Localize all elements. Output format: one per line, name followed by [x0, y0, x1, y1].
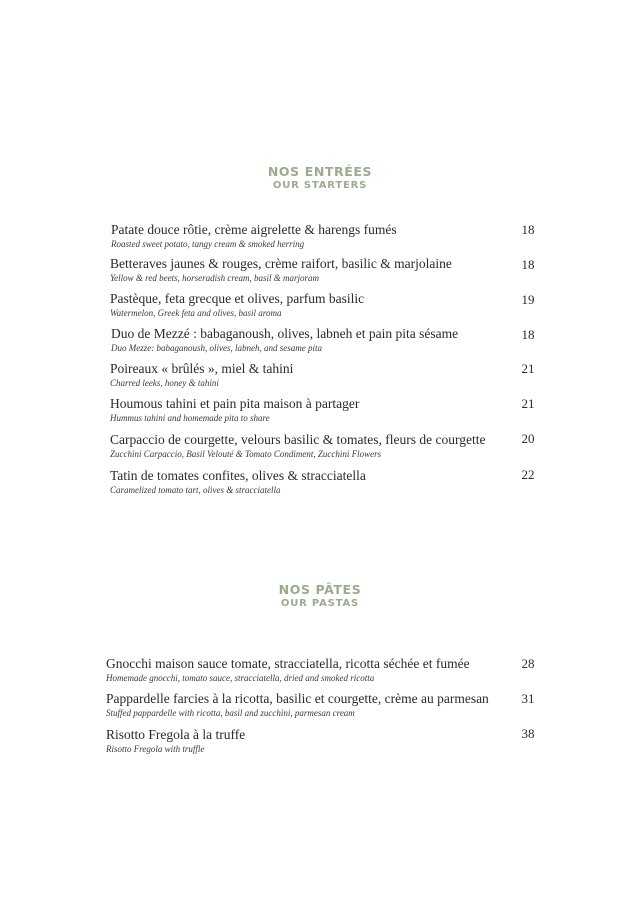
dish-name: Pappardelle farcies à la ricotta, basilic et courgette, crème au parmesan — [106, 691, 489, 706]
section-title-fr: NOS PÂTES — [278, 582, 362, 597]
dish-name: Poireaux « brûlés », miel & tahini — [110, 361, 294, 376]
dish-description: Risotto Fregola with truffle — [106, 744, 205, 754]
dish-description: Yellow & red beets, horseradish cream, basil & marjoram — [110, 273, 320, 283]
dish-price: 21 — [521, 396, 535, 411]
menu-item — [106, 656, 546, 684]
dish-description: Zucchini Carpaccio, Basil Velouté & Tomato Condiment, Zucchini Flowers — [110, 449, 382, 459]
dish-name: Carpaccio de courgette, velours basilic & tomates, fleurs de courgette — [110, 432, 486, 447]
dish-price: 38 — [521, 726, 535, 741]
dish-description: Hummus tahini and homemade pita to share — [110, 413, 270, 423]
section-title-en: OUR PASTAS — [280, 598, 360, 609]
dish-price: 18 — [521, 222, 535, 237]
dish-price: 31 — [521, 691, 535, 706]
pastas-heading — [0, 583, 640, 610]
dish-description: Roasted sweet potato, tangy cream & smoked herring — [111, 239, 305, 249]
dish-description: Charred leeks, honey & tahini — [110, 378, 219, 388]
menu-item — [110, 468, 550, 496]
menu-item — [111, 222, 551, 250]
dish-name: Betteraves jaunes & rouges, crème raifort, basilic & marjolaine — [110, 256, 452, 271]
dish-name: Houmous tahini et pain pita maison à partager — [110, 396, 360, 411]
dish-description: Watermelon, Greek feta and olives, basil aroma — [110, 308, 282, 318]
starters-heading — [0, 165, 640, 192]
dish-name: Risotto Fregola à la truffe — [106, 727, 246, 742]
menu-item — [106, 727, 546, 755]
dish-price: 19 — [521, 292, 535, 307]
dish-description: Duo Mezze: babaganoush, olives, labneh, and sesame pita — [111, 343, 322, 353]
menu-item — [110, 291, 550, 319]
menu-item — [110, 432, 550, 460]
dish-description: Homemade gnocchi, tomato sauce, stracciatella, dried and smoked ricotta — [106, 673, 375, 683]
dish-name: Pastèque, feta grecque et olives, parfum basilic — [110, 291, 365, 306]
dish-description: Stuffed pappardelle with ricotta, basil and zucchini, parmesan cream — [106, 708, 355, 718]
menu-item — [110, 256, 550, 284]
dish-price: 18 — [521, 327, 535, 342]
dish-price: 28 — [521, 656, 535, 671]
section-title-fr: NOS ENTRÉES — [267, 164, 373, 179]
dish-price: 21 — [521, 361, 535, 376]
dish-price: 20 — [521, 431, 535, 446]
section-title-en: OUR STARTERS — [272, 180, 368, 191]
menu-item — [110, 361, 550, 389]
dish-price: 18 — [521, 257, 535, 272]
dish-name: Duo de Mezzé : babaganoush, olives, labneh et pain pita sésame — [111, 326, 459, 341]
dish-name: Gnocchi maison sauce tomate, stracciatella, ricotta séchée et fumée — [106, 656, 470, 671]
dish-description: Caramelized tomato tart, olives & stracciatella — [110, 485, 281, 495]
dish-price: 22 — [521, 467, 535, 482]
menu-item — [106, 691, 546, 719]
dish-name: Patate douce rôtie, crème aigrelette & harengs fumés — [111, 222, 397, 237]
menu-item — [111, 326, 551, 354]
dish-name: Tatin de tomates confites, olives & stracciatella — [110, 468, 366, 483]
menu-item — [110, 396, 550, 424]
